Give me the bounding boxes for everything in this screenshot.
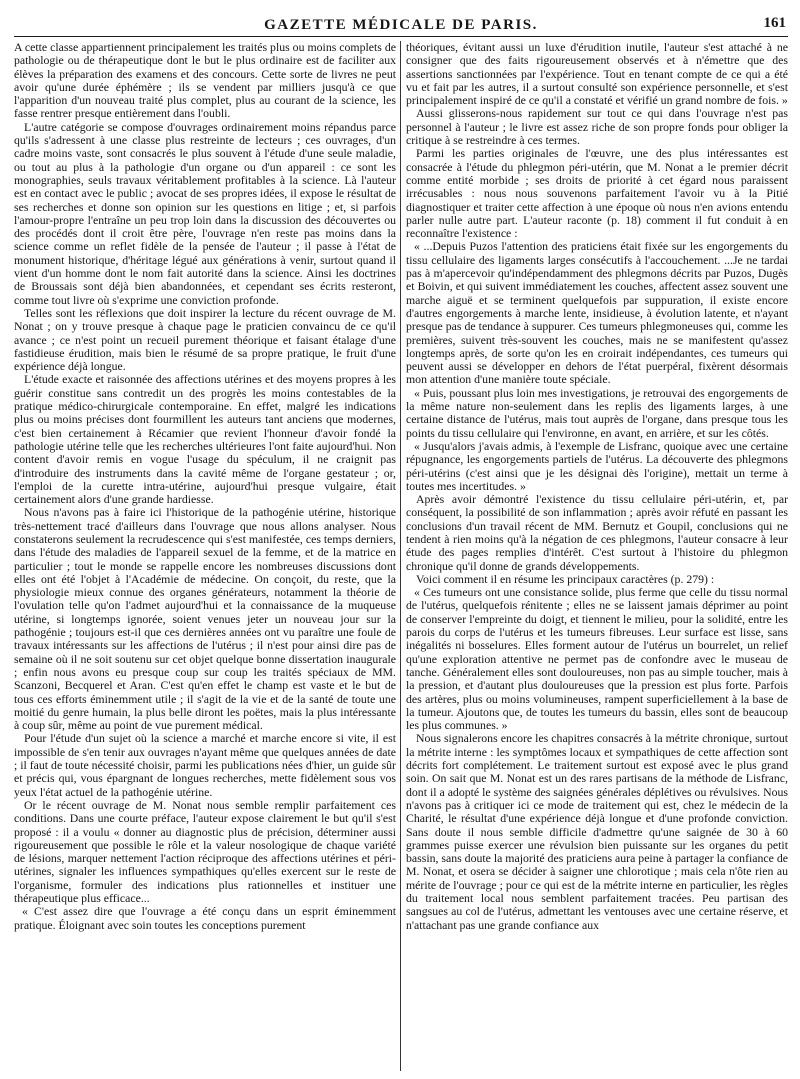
paragraph: Telles sont les réflexions que doit inspirer la lecture du récent ouvrage de M. Nonat ; on y trouve presque à chaque page le praticien convaincu de ce qu'il avance ; ce n'est point un recueil purement théorique et faisant étalage d'une fastidieuse érudition, mais bien le résumé de sa propre pratique, le fruit d'une expérience déjà longue.: [14, 305, 396, 374]
paragraph: Or le récent ouvrage de M. Nonat nous semble remplir parfaitement ces conditions. Dans une courte préface, l'auteur expose clairement le but qu'il s'est proposé : il a voulu « donner au diagnostic plus de précision, déterminer aussi rigoureusement que possible le rôle et la valeur nosologique de chaque variété de lésions, marquer nettement l'action réciproque des affections utérines et péri-utérines, signaler les influences sympathiques qu'elles exercent sur le reste de l'organisme, formuler des indications plus rationnelles et instituer une thérapeutique plus efficace...: [14, 797, 396, 905]
journal-title: GAZETTE MÉDICALE DE PARIS.: [264, 16, 538, 33]
paragraph: L'étude exacte et raisonnée des affections utérines et des moyens propres à les guérir constitue sans contredit un des progrès les moins contestables de la pratique médico-chirurgicale contemporaine. En effet, malgré les indications plus ou moins précises dont fourmillent les auteurs tant anciens que modernes, c'est bien certainement à Récamier que revient l'honneur d'avoir fondé la pathologie utérine telle que les recherches ultérieures l'ont faite aujourd'hui. Non content d'avoir remis en vogue l'usage du spéculum, il ne craignit pas d'introduire des instruments dans la cavité même de l'organe gestateur ; or, l'emploi de la curette intra-utérine, aujourd'hui presque vulgaire, était certainement alors d'une grande hardiesse.: [14, 372, 396, 507]
page-header: [14, 14, 788, 37]
paragraph: Pour l'étude d'un sujet où la science a marché et marche encore si vite, il est impossible de s'en tenir aux ouvrages n'ayant même que quelques années de date ; il faut de toute nécessité choisir, parmi les publications nées d'hier, un guide sûr et précis qui, vous épargnant de longues recherches, mette fidèlement sous vos yeux l'état actuel de la pathogénie utérine.: [14, 731, 396, 799]
paragraph: Après avoir démontré l'existence du tissu cellulaire péri-utérin, et, par conséquent, la possibilité de son inflammation ; après avoir réfuté en passant les conclusions d'un travail récent de MM. Bernutz et Goupil, conclusions qui ne tendent à rien moins qu'à la négation de ces phlegmons, l'auteur consacre à leur étude des pages remplies d'intérêt. C'est surtout à l'histoire du phlegmon chronique qu'il donne de grands développements.: [406, 492, 788, 573]
left-column: [14, 41, 396, 1071]
paragraph: Voici comment il en résume les principaux caractères (p. 279) :: [416, 571, 715, 586]
paragraph: « C'est assez dire que l'ouvrage a été conçu dans un esprit éminemment pratique. Éloignant avec soin toutes les conceptions purement: [14, 904, 396, 932]
page-number: 161: [763, 15, 786, 31]
paragraph: « Ces tumeurs ont une consistance solide, plus ferme que celle du tissu normal de l'utérus, quelquefois rénitente ; elles ne se laissent jamais déprimer au point de conserver l'empreinte du doigt, et tiennent le milieu, pour la solidité, entre les parois du corps de l'utérus et les tumeurs fibreuses. Leur surface est lisse, sans inégalités ni bosselures. Elles forment autour de l'utérus un bourrelet, un relief qu'une exploration attentive ne permet pas de confondre avec le museau de tanche. Généralement elles sont douloureuses, non pas au simple toucher, mais à la pression, et d'autant plus douloureuses que la pression est plus forte. Parfois des artères, plus ou moins volumineuses, rampent superficiellement à la base de la tumeur. Ajoutons que, de toutes les tumeurs du bassin, elles sont de beaucoup les plus communes. »: [406, 585, 788, 733]
paragraph: L'autre catégorie se compose d'ouvrages ordinairement moins répandus parce qu'ils s'adressent à une classe plus restreinte de lecteurs ; ces ouvrages, d'un cadre moins vaste, sont consacrés le plus souvent à l'étude d'une seule maladie, ou tout au plus à la pathologie d'un organe ou d'un appareil : ce sont les monographies, seuls travaux véritablement profitables à la science. Là l'auteur est en contact avec le public ; avocat de ses propres idées, il expose le résultat de ses recherches et donne son opinion sur les questions en litige ; et, si parfois l'amour-propre l'entraîne un peu trop loin dans la discussion des découvertes ou des procédés dont il croit être père, l'ouvrage n'en reste pas moins dans la science comme un reflet fidèle de la pensée de l'auteur ; il passe à l'état de monument historique, d'héritage légué aux générations à venir, surtout quand il vient d'un homme dont le nom fait autorité dans la science. Ainsi les doctrines de Broussais sont déjà bien abandonnées, et cependant ses écrits resteront, comme tout livre où s'exprime une conviction profonde.: [14, 119, 396, 307]
paragraph: « Puis, poussant plus loin mes investigations, je retrouvai des engorgements de la même nature non-seulement dans les replis des ligaments larges, à une certaine distance de l'utérus, mais tout auprès de l'organe, dans presque tous les points du tissu cellulaire qui l'environne, en avant, en arrière, et sur les côtés.: [406, 385, 788, 440]
right-column: [406, 41, 788, 1071]
paragraph: A cette classe appartiennent principalement les traités plus ou moins complets de pathologie ou de thérapeutique dont le but le plus ordinaire est de faciliter aux élèves la préparation des examens et des concours. Cette sorte de livres ne peut avoir qu'une durée éphémère ; ils se vendent par milliers jusqu'à ce que l'apparition d'un nouveau traité plus complet, plus au courant de la science, les fasse rentrer presque entièrement dans l'oubli.: [14, 41, 396, 121]
paragraph: « ...Depuis Puzos l'attention des praticiens était fixée sur les engorgements du tissu cellulaire des ligaments larges consécutifs à l'accouchement. ...Je ne tardai pas à m'apercevoir qu'indépendamment des phlegmons décrits par Puzos, Dugès et Boivin, et qui suivent immédiatement les couches, affectent assez souvent une marche aiguë et se terminent quelquefois par suppuration, il existe encore d'autres engorgements à marche lente, insidieuse, à évolution latente, et n'ayant presque pas de tendance à suppurer. Ces tumeurs phlegmoneuses qui, comme les premières, suivent très-souvent les couches, mais ne se manifestent qu'assez longtemps après, de sorte qu'on les en croirait indépendantes, ces tumeurs qui peuvent aussi se développer en dehors de l'état puerpéral, fixèrent désormais mon attention d'une manière toute spéciale.: [406, 239, 788, 387]
paragraph: Nous n'avons pas à faire ici l'historique de la pathogénie utérine, historique très-nettement tracé d'ailleurs dans l'ouvrage que nous allons analyser. Nous constaterons seulement la recrudescence qui s'est manifestée, ces temps derniers, dans l'étude des maladies de l'appareil sexuel de la femme, et de la matrice en particulier ; tout le monde se rappelle encore les nombreuses discussions dont elles ont été l'objet à l'Académie de médecine. On conçoit, du reste, que la physiologie mieux connue des organes générateurs, notamment la théorie de l'ovulation telle qu'on l'admet aujourd'hui et la connaissance de la muqueuse utérine, si longtemps ignorée, soient venues jeter un nouveau jour sur la pathogénie ; toujours est-il que ces dernières années ont vu paraître une foule de travaux intéressants sur les affections de l'utérus ; il n'est pour ainsi dire pas de semaine où il ne soit soutenu sur cet objet quelque bonne dissertation inaugurale ; enfin nous avons eu presque coup sur coup les traités spéciaux de MM. Scanzoni, Becquerel et Aran. C'est qu'en effet le champ est vaste et le but de tous ces efforts éminemment utile ; il s'agit de la vie et de la santé de toute une moitié du genre humain, la plus belle diront les poëtes, mais la plus intéressante à coup sûr, même au point de vue purement médical.: [14, 505, 396, 733]
paragraph: « Jusqu'alors j'avais admis, à l'exemple de Lisfranc, quoique avec une certaine répugnance, les engorgements partiels de l'utérus. La découverte des phlegmons péri-utérins (c'est ainsi que je les désignai dès l'origine), mettait un terme à toutes mes incertitudes. »: [406, 438, 788, 493]
paragraph: Nous signalerons encore les chapitres consacrés à la métrite chronique, surtout la métrite interne : les symptômes locaux et sympathiques de cette affection sont décrits fort complétement. Le traitement surtout est exposé avec le plus grand soin. On sait que M. Nonat est un des rares partisans de la méthode de Lisfranc, dont il a adopté le système des saignées générales déplétives ou révulsives. Nous n'avons pas à critiquer ici ce mode de traitement qui est, chez le médecin de la Charité, le résultat d'une expérience déjà longue et d'une profonde conviction. Sans doute il nous semble difficile d'admettre qu'une saignée de 30 à 60 grammes puisse exercer une révulsion bien puissante sur les organes du petit bassin, sans doute la majorité des praticiens aura peine à partager la confiance de M. Nonat, et osera se décider à saigner une chlorotique ; mais cela n'ôte rien au mérite de l'ouvrage ; pour ce qui est de la métrite interne en particulier, les règles du traitement local nous semblent parfaitement tracées. Peu partisan des sangsues au col de l'utérus, admettant les ventouses avec une certaine réserve, et n'attachant pas une grande confiance aux: [406, 731, 788, 932]
paragraph: Parmi les parties originales de l'œuvre, une des plus intéressantes est consacrée à l'étude du phlegmon péri-utérin, que M. Nonat a le premier décrit comme entité morbide ; ses droits de priorité à cet égard nous paraissent irrécusables : nous nous souvenons parfaitement l'avoir vu à la Pitié diagnostiquer et traiter cette affection à une époque où nous n'en avions entendu parler nulle autre part. L'auteur raconte (p. 18) comment il fut conduit à en reconnaître l'existence :: [406, 146, 788, 241]
paragraph: Aussi glisserons-nous rapidement sur tout ce qui dans l'ouvrage n'est pas personnel à l'auteur ; le livre est assez riche de son propre fonds pour obliger la critique à se restreindre à ces termes.: [406, 106, 788, 148]
paragraph: théoriques, évitant aussi un luxe d'érudition inutile, l'auteur s'est attaché à ne consigner que des faits rigoureusement observés et à n'émettre que des assertions sanctionnées par l'expérience. Tout en tenant compte de ce qui a été vu et fait par les autres, il a surtout consulté son expérience personnelle, et s'est principalement inspiré de ce qu'il a constaté et vérifié un grand nombre de fois. »: [406, 41, 788, 108]
text-columns: [14, 41, 788, 1071]
